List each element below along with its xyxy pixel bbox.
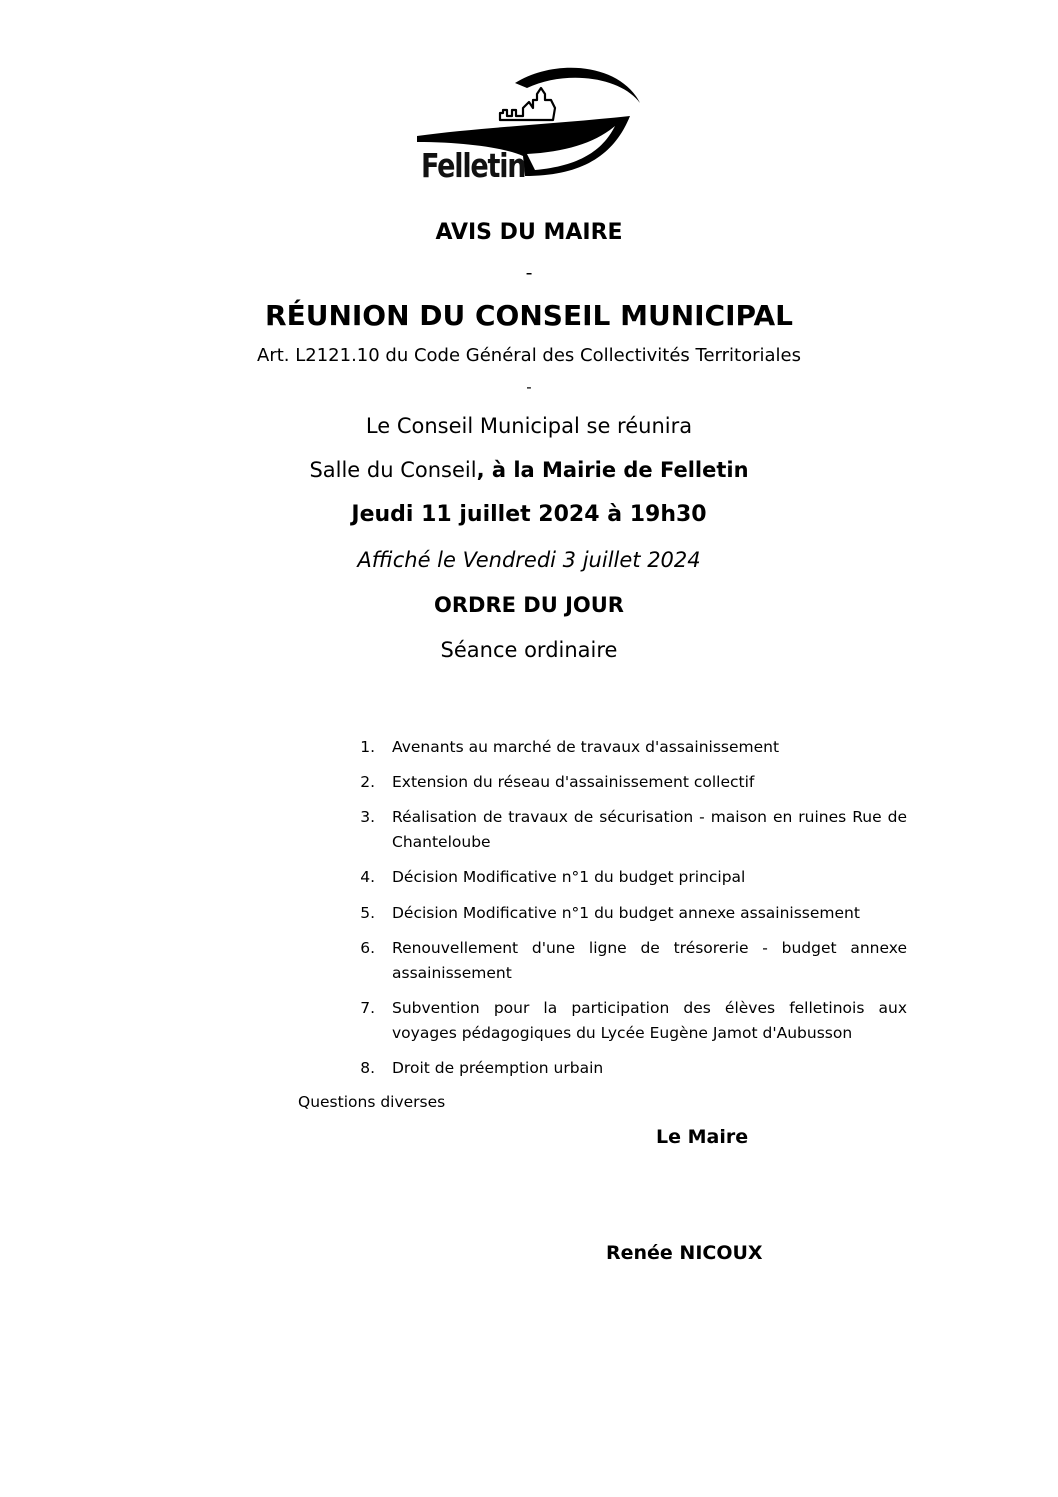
agenda-item-text: Extension du réseau d'assainissement collectif xyxy=(392,773,755,791)
agenda-item-text: Décision Modificative n°1 du budget annexe assainissement xyxy=(392,904,860,922)
felletin-logo xyxy=(415,58,640,188)
location-town-hall: , à la Mairie de Felletin xyxy=(476,458,749,482)
meeting-date: Jeudi 11 juillet 2024 à 19h30 xyxy=(351,502,707,527)
agenda-item-number: 6. xyxy=(360,939,375,957)
agenda-item-text: Avenants au marché de travaux d'assainissement xyxy=(392,738,780,756)
meeting-intro: Le Conseil Municipal se réunira xyxy=(365,414,693,438)
misc-questions: Questions diverses xyxy=(298,1093,446,1111)
agenda-item-text: Renouvellement d'une ligne de trésorerie - budget annexe assainissement xyxy=(392,939,907,982)
agenda-item-text: Subvention pour la participation des élèves felletinois aux voyages pédagogiques du Lycée Eugène Jamot d'Aubusson xyxy=(392,999,907,1042)
agenda-item-number: 5. xyxy=(360,904,375,922)
agenda-item-number: 4. xyxy=(360,868,375,886)
separator-dash: - xyxy=(526,378,532,396)
agenda-item-number: 1. xyxy=(360,738,375,756)
session-type: Séance ordinaire xyxy=(440,638,618,662)
signatory-name: Renée NICOUX xyxy=(606,1242,763,1264)
agenda-item-text: Droit de préemption urbain xyxy=(392,1059,604,1077)
agenda-item-text: Réalisation de travaux de sécurisation - maison en ruines Rue de Chanteloube xyxy=(392,808,907,851)
signatory-role: Le Maire xyxy=(656,1126,749,1148)
agenda-item-number: 7. xyxy=(360,999,375,1017)
location-room: Salle du Conseil xyxy=(309,458,477,482)
agenda-item-text: Décision Modificative n°1 du budget principal xyxy=(392,868,746,886)
meeting-location xyxy=(0,458,1058,482)
legal-reference: Art. L2121.10 du Code Général des Collectivités Territoriales xyxy=(257,345,801,366)
separator-dash: - xyxy=(525,262,533,284)
posting-date: Affiché le Vendredi 3 juillet 2024 xyxy=(357,548,701,572)
agenda-item-number: 2. xyxy=(360,773,375,791)
agenda-item-number: 8. xyxy=(360,1059,375,1077)
notice-heading: AVIS DU MAIRE xyxy=(435,220,623,245)
agenda-item-number: 3. xyxy=(360,808,375,826)
agenda-heading: ORDRE DU JOUR xyxy=(434,593,624,617)
logo-wordmark: Felletin xyxy=(421,146,526,185)
page-title: RÉUNION DU CONSEIL MUNICIPAL xyxy=(265,299,793,332)
